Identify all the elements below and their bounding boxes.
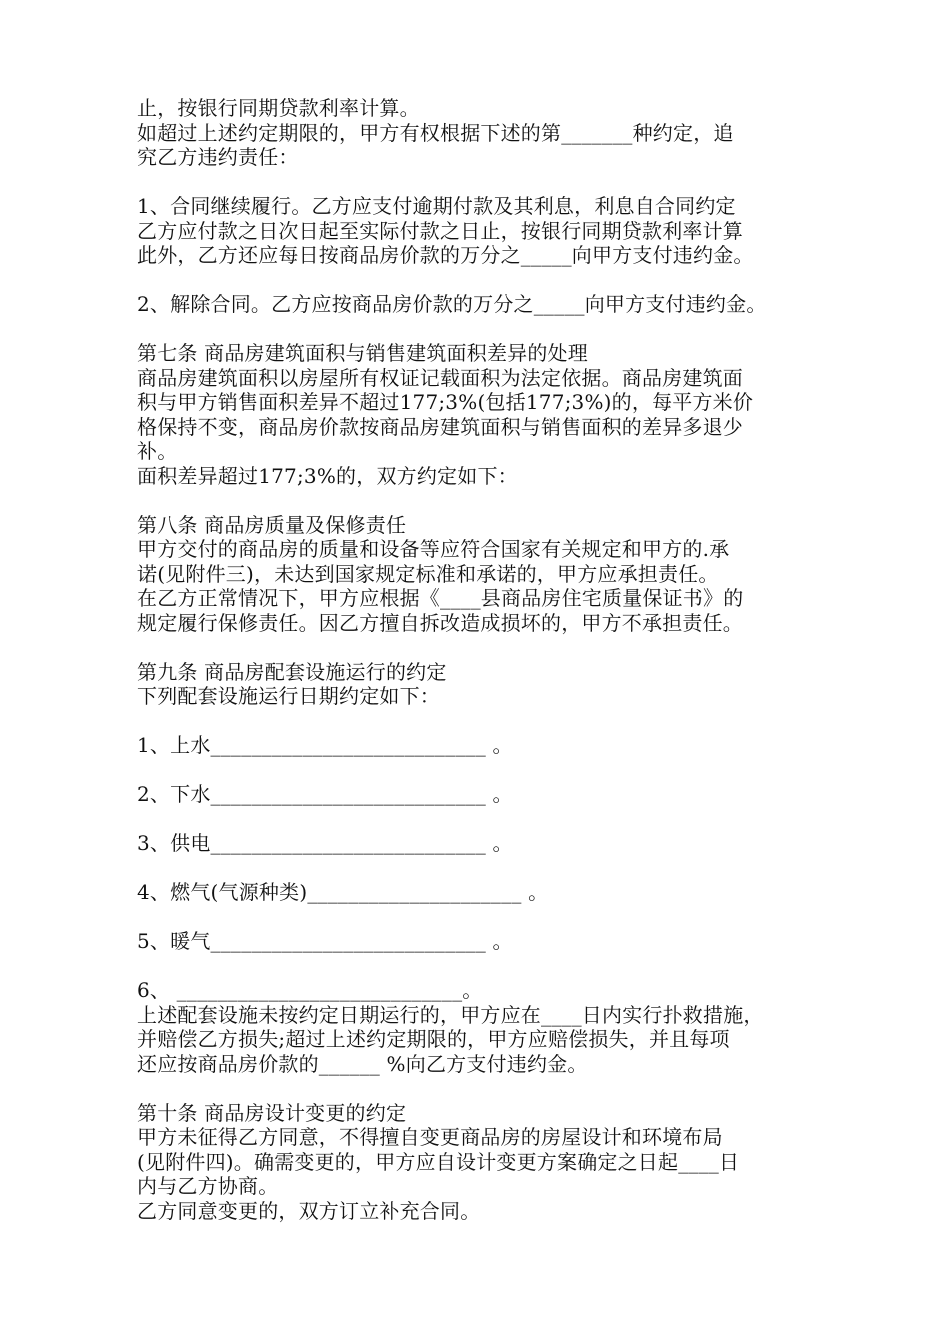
document-line (137, 758, 827, 783)
document-line: 上述配套设施未按约定日期运行的，甲方应在____日内实行扑救措施， (137, 1002, 764, 1027)
document-line: 究乙方违约责任： (137, 145, 299, 169)
document-line (137, 170, 827, 195)
document-line: 第十条 商品房设计变更的约定 (137, 1100, 407, 1125)
document-line: 下列配套设施运行日期约定如下： (137, 684, 440, 708)
document-line: 在乙方正常情况下，甲方应根据《____县商品房住宅质量保证书》的 (137, 586, 744, 610)
document-line: 第七条 商品房建筑面积与销售建筑面积差异的处理 (137, 341, 588, 365)
document-line: 面积差异超过177;3%的，双方约定如下： (137, 463, 518, 488)
document-line: 5、暖气___________________________ 。 (137, 929, 513, 953)
document-line: 甲方未征得乙方同意，不得擅自变更商品房的房屋设计和环境布局 (137, 1125, 723, 1149)
document-line: 积与甲方销售面积差异不超过177;3%(包括177;3%)的，每平方米价 (137, 390, 754, 414)
document-line: 诺(见附件三)，未达到国家规定标准和承诺的，甲方应承担责任。 (137, 561, 719, 586)
document-line: 第八条 商品房质量及保修责任 (137, 512, 407, 537)
document-line: 6、 ____________________________。 (137, 978, 483, 1002)
document-line (137, 905, 827, 930)
document-line: 第九条 商品房配套设施运行的约定 (137, 659, 447, 684)
document-line (137, 807, 827, 832)
document-line (137, 1076, 827, 1101)
document-line: 规定履行保修责任。因乙方擅自拆改造成损坏的，甲方不承担责任。 (137, 610, 743, 635)
document-line: 商品房建筑面积以房屋所有权证记载面积为法定依据。商品房建筑面 (137, 365, 743, 390)
document-line: 4、燃气(气源种类)_____________________ 。 (137, 880, 549, 904)
document-line (137, 856, 827, 881)
document-line: 甲方交付的商品房的质量和设备等应符合国家有关规定和甲方的.承 (137, 537, 730, 561)
document-line: 止，按银行同期贷款利率计算。 (137, 96, 420, 120)
document-line: (见附件四)。确需变更的，甲方应自设计变更方案确定之日起____日 (137, 1149, 740, 1174)
document-line: 2、下水___________________________ 。 (137, 782, 513, 806)
document-line: 3、供电___________________________ 。 (137, 831, 513, 855)
document-line: 如超过上述约定期限的，甲方有权根据下述的第_______种约定，追 (137, 120, 734, 145)
document-line (137, 635, 827, 660)
document-line (137, 268, 827, 293)
document-line: 内与乙方协商。 (137, 1174, 279, 1198)
document-line: 1、上水___________________________ 。 (137, 733, 513, 757)
document-line (137, 709, 827, 734)
document-body (137, 96, 827, 1223)
document-line (137, 317, 827, 342)
document-line: 乙方同意变更的，双方订立补充合同。 (137, 1198, 481, 1223)
document-line (137, 488, 827, 513)
document-line: 并赔偿乙方损失;超过上述约定期限的，甲方应赔偿损失，并且每项 (137, 1027, 730, 1051)
document-line: 补。 (137, 439, 178, 463)
document-line: 格保持不变，商品房价款按商品房建筑面积与销售面积的差异多退少 (137, 414, 743, 439)
document-line: 1、合同继续履行。乙方应支付逾期付款及其利息，利息自合同约定 (137, 194, 736, 218)
document-line: 此外，乙方还应每日按商品房价款的万分之_____向甲方支付违约金。 (137, 243, 754, 267)
document-line: 乙方应付款之日次日起至实际付款之日止，按银行同期贷款利率计算 (137, 218, 743, 243)
document-line: 2、解除合同。乙方应按商品房价款的万分之_____向甲方支付违约金。 (137, 292, 767, 316)
document-line: 还应按商品房价款的______ %向乙方支付违约金。 (137, 1051, 588, 1076)
document-line (137, 954, 827, 979)
